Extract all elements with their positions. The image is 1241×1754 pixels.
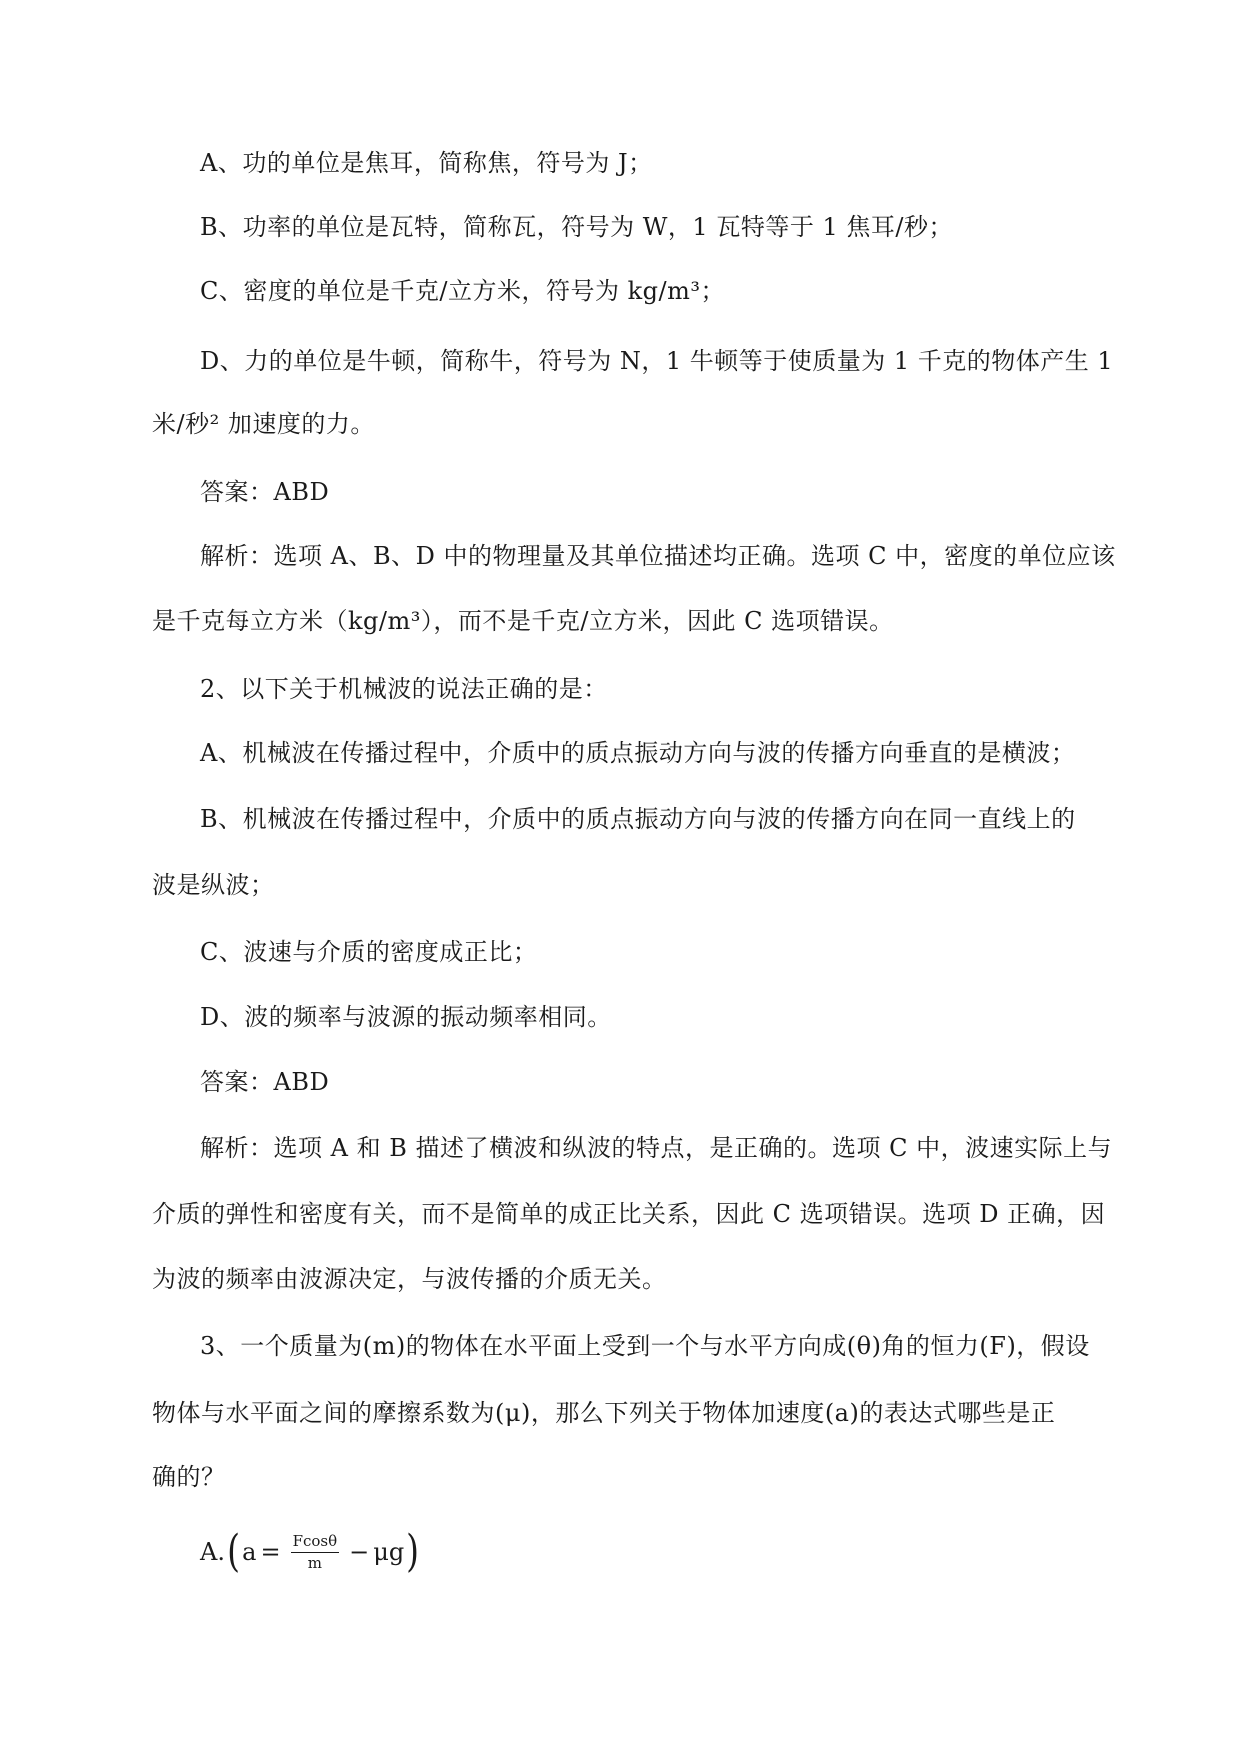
q1-explanation-line1: 解析：选项 A、B、D 中的物理量及其单位描述均正确。选项 C 中，密度的单位应该 <box>200 542 1116 570</box>
q2-option-b-line1: B、机械波在传播过程中，介质中的质点振动方向与波的传播方向在同一直线上的 <box>200 805 1076 833</box>
formula-tail: μg <box>373 1538 405 1566</box>
formula-label: A. <box>200 1538 225 1566</box>
q1-option-b: B、功率的单位是瓦特，简称瓦，符号为 W，1 瓦特等于 1 焦耳/秒； <box>200 213 953 241</box>
q2-option-c: C、波速与介质的密度成正比； <box>200 938 538 966</box>
fraction-bar <box>291 1552 340 1553</box>
q1-option-c: C、密度的单位是千克/立方米，符号为 kg/m³； <box>200 277 725 305</box>
q3-stem-line2: 物体与水平面之间的摩擦系数为(μ)，那么下列关于物体加速度(a)的表达式哪些是正 <box>152 1399 1056 1427</box>
q2-explanation-line3: 为波的频率由波源决定，与波传播的介质无关。 <box>152 1265 667 1293</box>
formula-denominator: m <box>307 1553 322 1572</box>
q3-stem-line3: 确的？ <box>152 1463 226 1491</box>
q2-answer: 答案：ABD <box>200 1068 330 1096</box>
q2-explanation-line2: 介质的弹性和密度有关，而不是简单的成正比关系，因此 C 选项错误。选项 D 正确，因 <box>152 1200 1106 1228</box>
q1-option-d-line1: D、力的单位是牛顿，简称牛，符号为 N，1 牛顿等于使质量为 1 千克的物体产生 1 <box>200 347 1114 375</box>
q1-option-d-line2: 米/秒² 加速度的力。 <box>152 410 375 438</box>
q1-explanation-line2: 是千克每立方米（kg/m³），而不是千克/立方米，因此 C 选项错误。 <box>152 607 894 635</box>
q2-option-a: A、机械波在传播过程中，介质中的质点振动方向与波的传播方向垂直的是横波； <box>200 739 1076 767</box>
q2-explanation-line1: 解析：选项 A 和 B 描述了横波和纵波的特点，是正确的。选项 C 中，波速实际上与 <box>200 1134 1113 1162</box>
formula-numerator: Fcosθ <box>292 1531 338 1550</box>
formula-open-paren: ( <box>227 1526 240 1577</box>
q1-option-a: A、功的单位是焦耳，简称焦，符号为 J； <box>200 149 653 177</box>
q2-option-b-line2: 波是纵波； <box>152 871 275 899</box>
formula-equals: = <box>260 1538 281 1566</box>
formula-minus: − <box>349 1538 370 1566</box>
formula-fraction <box>291 1533 340 1572</box>
formula-close-paren: ) <box>406 1526 420 1577</box>
q3-stem-line1: 3、一个质量为(m)的物体在水平面上受到一个与水平方向成(θ)角的恒力(F)，假设 <box>200 1332 1090 1360</box>
q3-option-a-formula <box>200 1522 421 1582</box>
formula-lhs: a <box>242 1538 257 1566</box>
q2-option-d: D、波的频率与波源的振动频率相同。 <box>200 1003 612 1031</box>
q1-answer: 答案：ABD <box>200 478 330 506</box>
q2-stem: 2、以下关于机械波的说法正确的是： <box>200 675 608 703</box>
